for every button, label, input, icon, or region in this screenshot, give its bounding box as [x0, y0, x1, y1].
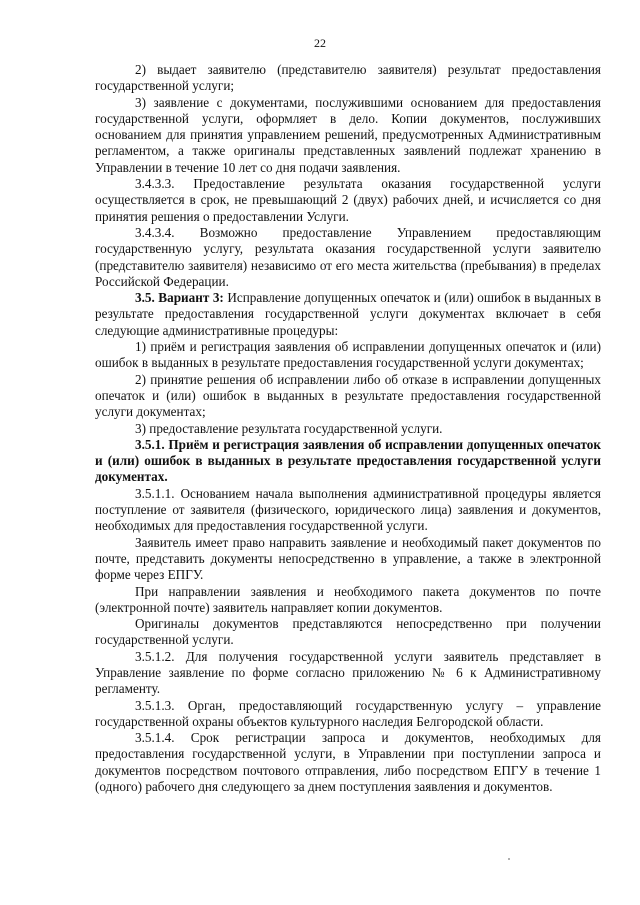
paragraph: Заявитель имеет право направить заявление и необходимый пакет документов по почте, представить документы непосредственно в управление, а также в электронной форме через ЕПГУ.: [95, 534, 601, 583]
paragraph: 3.5.1.4. Срок регистрации запроса и документов, необходимых для предоставления государственной услуги, в Управлении при поступлении запроса и документов посредством почтового отправления, либо посредством ЕПГУ в течение 1 (одного) рабочего дня следующего за днем поступления заявления и документов.: [95, 730, 601, 795]
paragraph: 3.5.1.3. Орган, предоставляющий государственную услугу – управление государственной охраны объектов культурного наследия Белгородской области.: [95, 697, 601, 729]
paragraph-text: Исправление допущенных опечаток и (или) ошибок в выданных в результате предоставления государственной услуги документах включает в себя следующие административные процедуры:: [95, 290, 601, 338]
section-heading-lead: 3.5. Вариант 3:: [135, 290, 224, 306]
paragraph: 3.5.1.2. Для получения государственной услуги заявитель представляет в Управление заявление по форме согласно приложению № 6 к Административному регламенту.: [95, 648, 601, 697]
paragraph: 2) выдает заявителю (представителю заявителя) результат предоставления государственной услуги;: [95, 62, 601, 94]
page-number: 22: [314, 36, 326, 50]
scan-speck: [508, 858, 510, 860]
paragraph: 1) приём и регистрация заявления об исправлении допущенных опечаток и (или) ошибок в выданных в результате предоставления государственной услуги документах;: [95, 339, 601, 371]
paragraph: 3.5.1.1. Основанием начала выполнения административной процедуры является поступление от заявителя (физического, юридического лица) заявления и документов, необходимых для предоставления государственной услуги.: [95, 485, 601, 534]
paragraph: 2) принятие решения об исправлении либо об отказе в исправлении допущенных опечаток и (или) ошибок в выданных в результате предоставления государственной услуги документах;: [95, 371, 601, 420]
section-heading: 3.5.1. Приём и регистрация заявления об исправлении допущенных опечаток и (или) ошибок в выданных в результате предоставления государственной услуги документах.: [95, 436, 601, 485]
paragraph: 3) предоставление результата государственной услуги.: [135, 420, 443, 436]
paragraph: 3) заявление с документами, послужившими основанием для предоставления государственной услуги, оформляет в дело. Копии документов, послуживших основанием для принятия управлением решений, предусмотренных Административным регламентом, а также оригиналы представленных заявлений подлежат хранению в Управлении в течение 10 лет со дня подачи заявления.: [95, 94, 601, 175]
section-3-5-paragraph: [95, 290, 601, 339]
document-body: [95, 62, 601, 795]
paragraph: 3.4.3.4. Возможно предоставление Управлением предоставляющим государственную услугу, результата оказания государственной услуги заявителю (представителю заявителя) независимо от его места жительства (пребывания) в пределах Российской Федерации.: [95, 224, 601, 289]
paragraph: При направлении заявления и необходимого пакета документов по почте (электронной почте) заявитель направляет копии документов.: [95, 583, 601, 615]
paragraph: 3.4.3.3. Предоставление результата оказания государственной услуги осуществляется в срок, не превышающий 2 (двух) рабочих дней, и исчисляется со дня принятия решения о предоставлении Услуги.: [95, 176, 601, 224]
paragraph: Оригиналы документов представляются непосредственно при получении государственной услуги.: [95, 616, 601, 648]
